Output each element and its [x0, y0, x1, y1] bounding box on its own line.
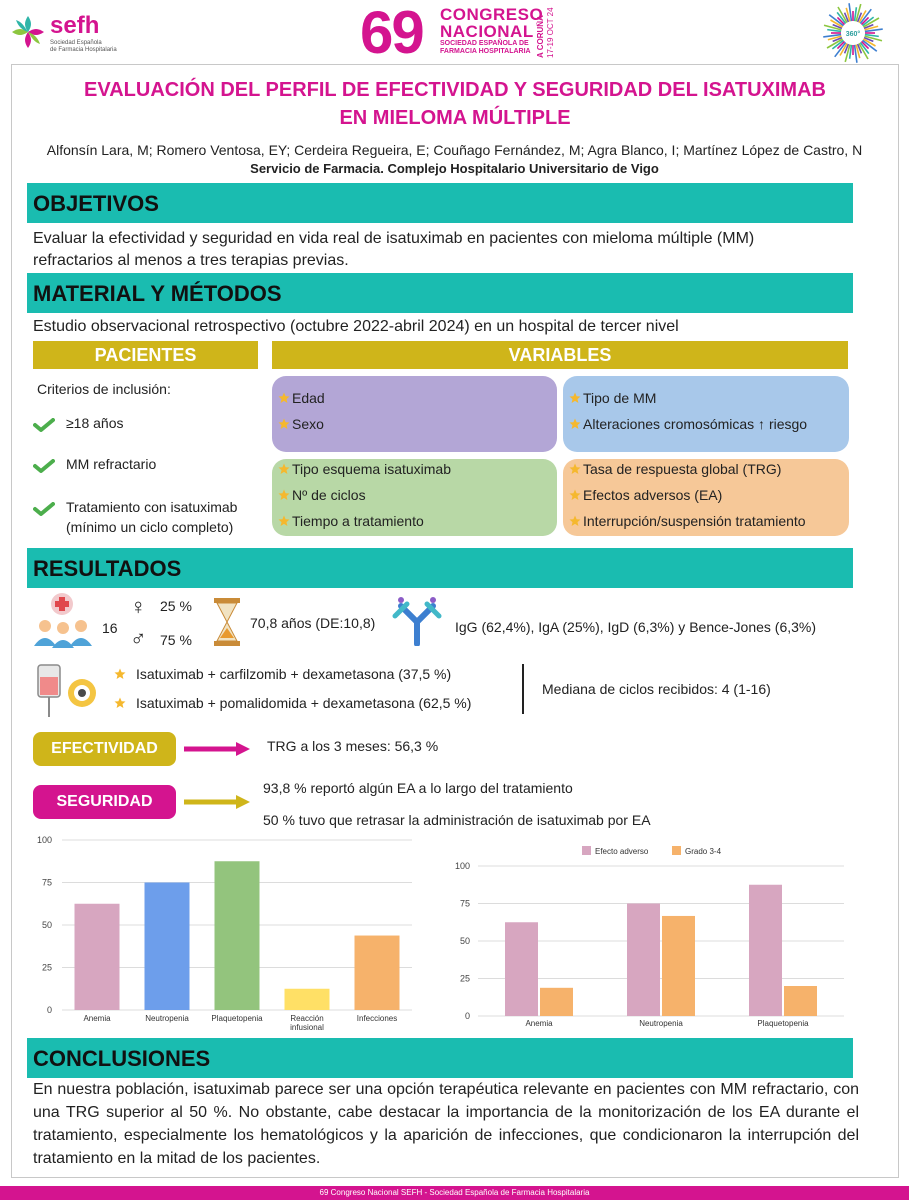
variable-tipo-mm	[569, 390, 656, 410]
patients-icon	[31, 592, 95, 648]
grade-chart	[440, 838, 860, 1038]
patients-count: 16	[102, 620, 118, 636]
variables-box-treatment	[272, 459, 557, 536]
bar	[784, 986, 817, 1016]
y-tick-label: 75	[41, 877, 52, 888]
variable-ciclos-label: Nº de ciclos	[292, 487, 366, 503]
variable-interrupcion-label: Interrupción/suspensión tratamiento	[583, 513, 806, 529]
variables-box-outcomes	[563, 459, 849, 536]
regimen-1: Isatuximab + carfilzomib + dexametasona (37,5 %)	[136, 666, 452, 682]
burst-icon	[818, 2, 888, 64]
criterio-3-note: (mínimo un ciclo completo)	[66, 519, 234, 535]
efectividad-text: TRG a los 3 meses: 56,3 %	[267, 738, 439, 754]
bar	[540, 988, 573, 1016]
adverse-events-chart	[20, 828, 420, 1038]
conclusiones-text: En nuestra población, isatuximab parece ser una opción terapéutica relevante en pacientes con MM refractario, con una TRG superior al 50 %. No obstante, cabe destacar la importancia de la monitorización de los EA durante el tratamiento, especialmente los hematológicos y la aparición de infecciones, que condicionaron la interrupción del tratamiento en la mitad de los pacientes.	[33, 1081, 859, 1167]
check-icon	[33, 418, 55, 432]
variable-trg	[569, 461, 781, 481]
star-icon	[278, 515, 290, 527]
variable-trg-label: Tasa de respuesta global (TRG)	[583, 461, 782, 477]
material-heading: MATERIAL Y MÉTODOS	[27, 273, 853, 313]
x-tick-label: infusional	[290, 1023, 324, 1032]
median-cycles: Mediana de ciclos recibidos: 4 (1-16)	[542, 681, 771, 697]
variable-sexo-label: Sexo	[292, 416, 324, 432]
criterio-1: ≥18 años	[66, 415, 124, 431]
sefh-logo-icon	[8, 12, 48, 52]
divider	[522, 664, 524, 714]
star-icon	[278, 463, 290, 475]
star-icon	[278, 489, 290, 501]
x-tick-label: Neutropenia	[639, 1019, 683, 1028]
male-icon: ♂	[130, 626, 147, 651]
age-stat: 70,8 años (DE:10,8)	[250, 615, 376, 631]
y-tick-label: 50	[41, 920, 52, 930]
variable-interrupcion	[569, 513, 806, 533]
objetivos-line1: Evaluar la efectividad y seguridad en vida real de isatuximab en pacientes con mieloma múltiple (MM)	[33, 230, 755, 247]
y-tick-label: 75	[459, 898, 470, 909]
variable-alteraciones	[569, 416, 807, 436]
seguridad-pill: SEGURIDAD	[33, 785, 176, 819]
y-tick-label: 0	[46, 1005, 52, 1015]
star-icon	[569, 463, 581, 475]
check-icon	[33, 502, 55, 516]
arrow-right-icon	[182, 792, 252, 812]
criterio-2: MM refractario	[66, 456, 157, 472]
seguridad-text-1: 93,8 % reportó algún EA a lo largo del tratamiento	[263, 780, 573, 796]
logo-subtitle-1: Sociedad Española	[50, 40, 102, 46]
legend-label: Efecto adverso	[595, 847, 649, 856]
efectividad-pill: EFECTIVIDAD	[33, 732, 176, 766]
congress-city: A CORUÑA	[536, 15, 545, 58]
x-tick-label: Plaquetopenia	[757, 1019, 809, 1028]
congress-line1: CONGRESO	[440, 5, 544, 24]
star-icon	[569, 489, 581, 501]
affiliation: Servicio de Farmacia. Complejo Hospitalario Universitario de Vigo	[250, 161, 659, 176]
x-tick-label: Reacción	[290, 1014, 324, 1023]
pacientes-label: PACIENTES	[33, 341, 258, 369]
y-tick-label: 50	[459, 936, 470, 946]
legend-label: Grado 3-4	[685, 847, 722, 856]
y-tick-label: 100	[454, 861, 470, 871]
congress-number: 69	[360, 0, 423, 66]
badge-text: 360°	[845, 31, 861, 38]
footer: 69 Congreso Nacional SEFH - Sociedad Española de Farmacia Hospitalaria	[0, 1186, 909, 1200]
variable-ea	[569, 487, 722, 507]
title-line2: EN MIELOMA MÚLTIPLE	[339, 107, 571, 129]
legend-swatch	[672, 846, 681, 855]
objetivos-line2: refractarios al menos a tres terapias previas.	[33, 252, 349, 269]
objetivos-text	[33, 228, 863, 272]
bar	[145, 883, 190, 1011]
variables-label: VARIABLES	[272, 341, 848, 369]
mm-types: IgG (62,4%), IgA (25%), IgD (6,3%) y Bence-Jones (6,3%)	[455, 619, 817, 635]
variable-ea-label: Efectos adversos (EA)	[583, 487, 723, 503]
iv-bag-icon	[36, 663, 98, 719]
variable-ciclos	[278, 487, 366, 507]
variable-esquema	[278, 461, 451, 481]
title-line1: EVALUACIÓN DEL PERFIL DE EFECTIVIDAD Y SEGURIDAD DEL ISATUXIMAB	[84, 79, 826, 101]
bar	[662, 916, 695, 1016]
bar	[215, 861, 260, 1010]
bar	[505, 922, 538, 1016]
variables-box-disease	[563, 376, 849, 452]
star-icon	[569, 418, 581, 430]
variable-edad	[278, 390, 325, 410]
congress-line2: NACIONAL	[440, 22, 534, 41]
star-icon	[114, 697, 126, 709]
congress-line4: FARMACIA HOSPITALARIA	[440, 48, 531, 55]
star-icon	[114, 668, 126, 680]
variable-edad-label: Edad	[292, 390, 325, 406]
bar	[355, 936, 400, 1010]
sefh-logo	[8, 10, 118, 54]
male-pct: 75 %	[160, 632, 192, 648]
variable-tiempo-label: Tiempo a tratamiento	[292, 513, 424, 529]
badge-360-logo	[818, 2, 888, 64]
y-tick-label: 100	[36, 835, 52, 845]
authors: Alfonsín Lara, M; Romero Ventosa, EY; Cerdeira Regueira, E; Couñago Fernández, M; Agra Blanco, I; Martínez López de Castro, N	[46, 142, 863, 158]
congress-line3: SOCIEDAD ESPAÑOLA DE	[440, 40, 529, 47]
y-tick-label: 25	[459, 973, 470, 984]
x-tick-label: Neutropenia	[145, 1014, 189, 1023]
conclusiones-heading: CONCLUSIONES	[27, 1038, 853, 1078]
star-icon	[278, 392, 290, 404]
congress-logo	[360, 0, 570, 66]
female-pct: 25 %	[160, 598, 192, 614]
objetivos-heading: OBJETIVOS	[27, 183, 853, 223]
congress-place-dates	[536, 6, 560, 58]
logo-name: sefh	[50, 12, 100, 39]
variable-tipo-mm-label: Tipo de MM	[583, 390, 657, 406]
congress-dates: 17-19 OCT 24	[546, 7, 555, 58]
star-icon	[569, 515, 581, 527]
star-icon	[569, 392, 581, 404]
check-icon	[33, 459, 55, 473]
x-tick-label: Anemia	[525, 1019, 553, 1028]
regimen-2: Isatuximab + pomalidomida + dexametasona (62,5 %)	[136, 695, 472, 711]
female-icon: ♀	[130, 594, 147, 619]
variables-box-demographic	[272, 376, 557, 452]
criterio-3: Tratamiento con isatuximab	[66, 499, 238, 515]
y-tick-label: 0	[464, 1011, 470, 1021]
x-tick-label: Plaquetopenia	[211, 1014, 263, 1023]
y-tick-label: 25	[41, 962, 52, 973]
material-text: Estudio observacional retrospectivo (octubre 2022-abril 2024) en un hospital de tercer nivel	[33, 318, 679, 335]
arrow-right-icon	[182, 739, 252, 759]
hourglass-icon	[212, 598, 242, 646]
variable-esquema-label: Tipo esquema isatuximab	[292, 461, 452, 477]
variable-alteraciones-label: Alteraciones cromosómicas ↑ riesgo	[583, 416, 808, 432]
poster-title	[40, 76, 870, 132]
x-tick-label: Infecciones	[356, 1014, 398, 1023]
seguridad-text-2: 50 % tuvo que retrasar la administración de isatuximab por EA	[263, 812, 651, 828]
antibody-icon	[392, 596, 442, 646]
star-icon	[278, 418, 290, 430]
bar	[749, 885, 782, 1016]
legend-swatch	[582, 846, 591, 855]
variable-sexo	[278, 416, 324, 436]
bar	[75, 904, 120, 1010]
criterios-title: Criterios de inclusión:	[37, 381, 171, 397]
resultados-heading: RESULTADOS	[27, 548, 853, 588]
bar	[285, 989, 330, 1010]
x-tick-label: Anemia	[83, 1014, 111, 1023]
bar	[627, 904, 660, 1017]
logo-subtitle-2: de Farmacia Hospitalaria	[50, 47, 117, 53]
variable-tiempo	[278, 513, 424, 533]
